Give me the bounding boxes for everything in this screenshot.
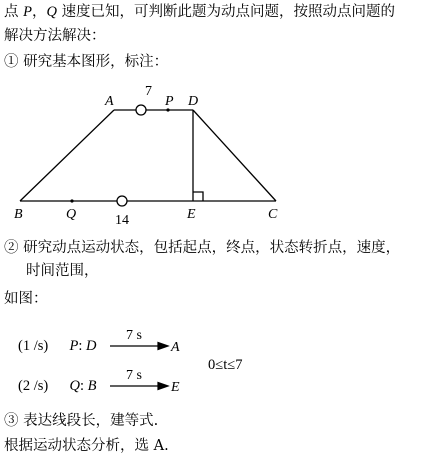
start-point-d: D [85,338,97,354]
time-range: 0≤t≤7 [208,357,243,373]
point-q-label: Q [46,4,57,20]
trapezoid-figure [0,78,430,238]
motion-arrows [100,320,300,400]
step-2-line-2: 时间范围， [26,263,99,279]
step-3: ③ 表达线段长，建等式. [4,413,159,429]
motion-row-1 [18,338,96,355]
colon-1: : [78,338,83,354]
intro-line-2: 解决方法解决： [4,28,106,44]
length-marker-bottom [117,196,127,206]
time-2: 7 s [126,368,142,383]
label-c: C [268,207,278,222]
speed-2: (2 /s) [18,378,49,394]
bottom-length-label: 14 [115,213,129,228]
length-marker-top [136,105,146,115]
step-1: ① 研究基本图形，标注： [4,54,169,70]
arrow-2-head [158,383,168,390]
text-comma: ， [31,4,47,20]
top-length-label: 7 [145,84,152,99]
motion-row-2 [18,378,96,395]
conclusion: 根据运动状态分析，选 A. [4,438,169,454]
point-q-dot [70,199,73,202]
text-dian: 点 [4,4,19,20]
point-p-label: P [23,4,32,20]
intro-line-1 [4,3,395,21]
colon-2: : [79,378,84,394]
time-1: 7 s [126,328,142,343]
start-point-b: B [87,378,97,394]
step-2-line-1: ② 研究动点运动状态，包括起点，终点，状态转折点，速度， [4,240,401,256]
segment-dc [193,110,276,201]
as-shown-label: 如图： [4,291,48,307]
segment-ab [20,110,114,201]
speed-1: (1 /s) [18,338,49,354]
moving-point-p: P [69,338,79,354]
end-point-a: A [171,340,180,355]
label-q: Q [66,207,77,222]
label-a: A [105,94,114,109]
arrow-1-head [158,343,168,350]
label-b: B [14,207,23,222]
text-intro-rest: 速度已知，可判断此题为动点问题，按照动点问题的 [61,4,396,20]
end-point-e: E [171,380,180,395]
label-e: E [187,207,196,222]
label-p: P [165,94,174,109]
label-d: D [188,94,199,109]
right-angle-mark [193,192,203,201]
moving-point-q: Q [69,378,80,394]
